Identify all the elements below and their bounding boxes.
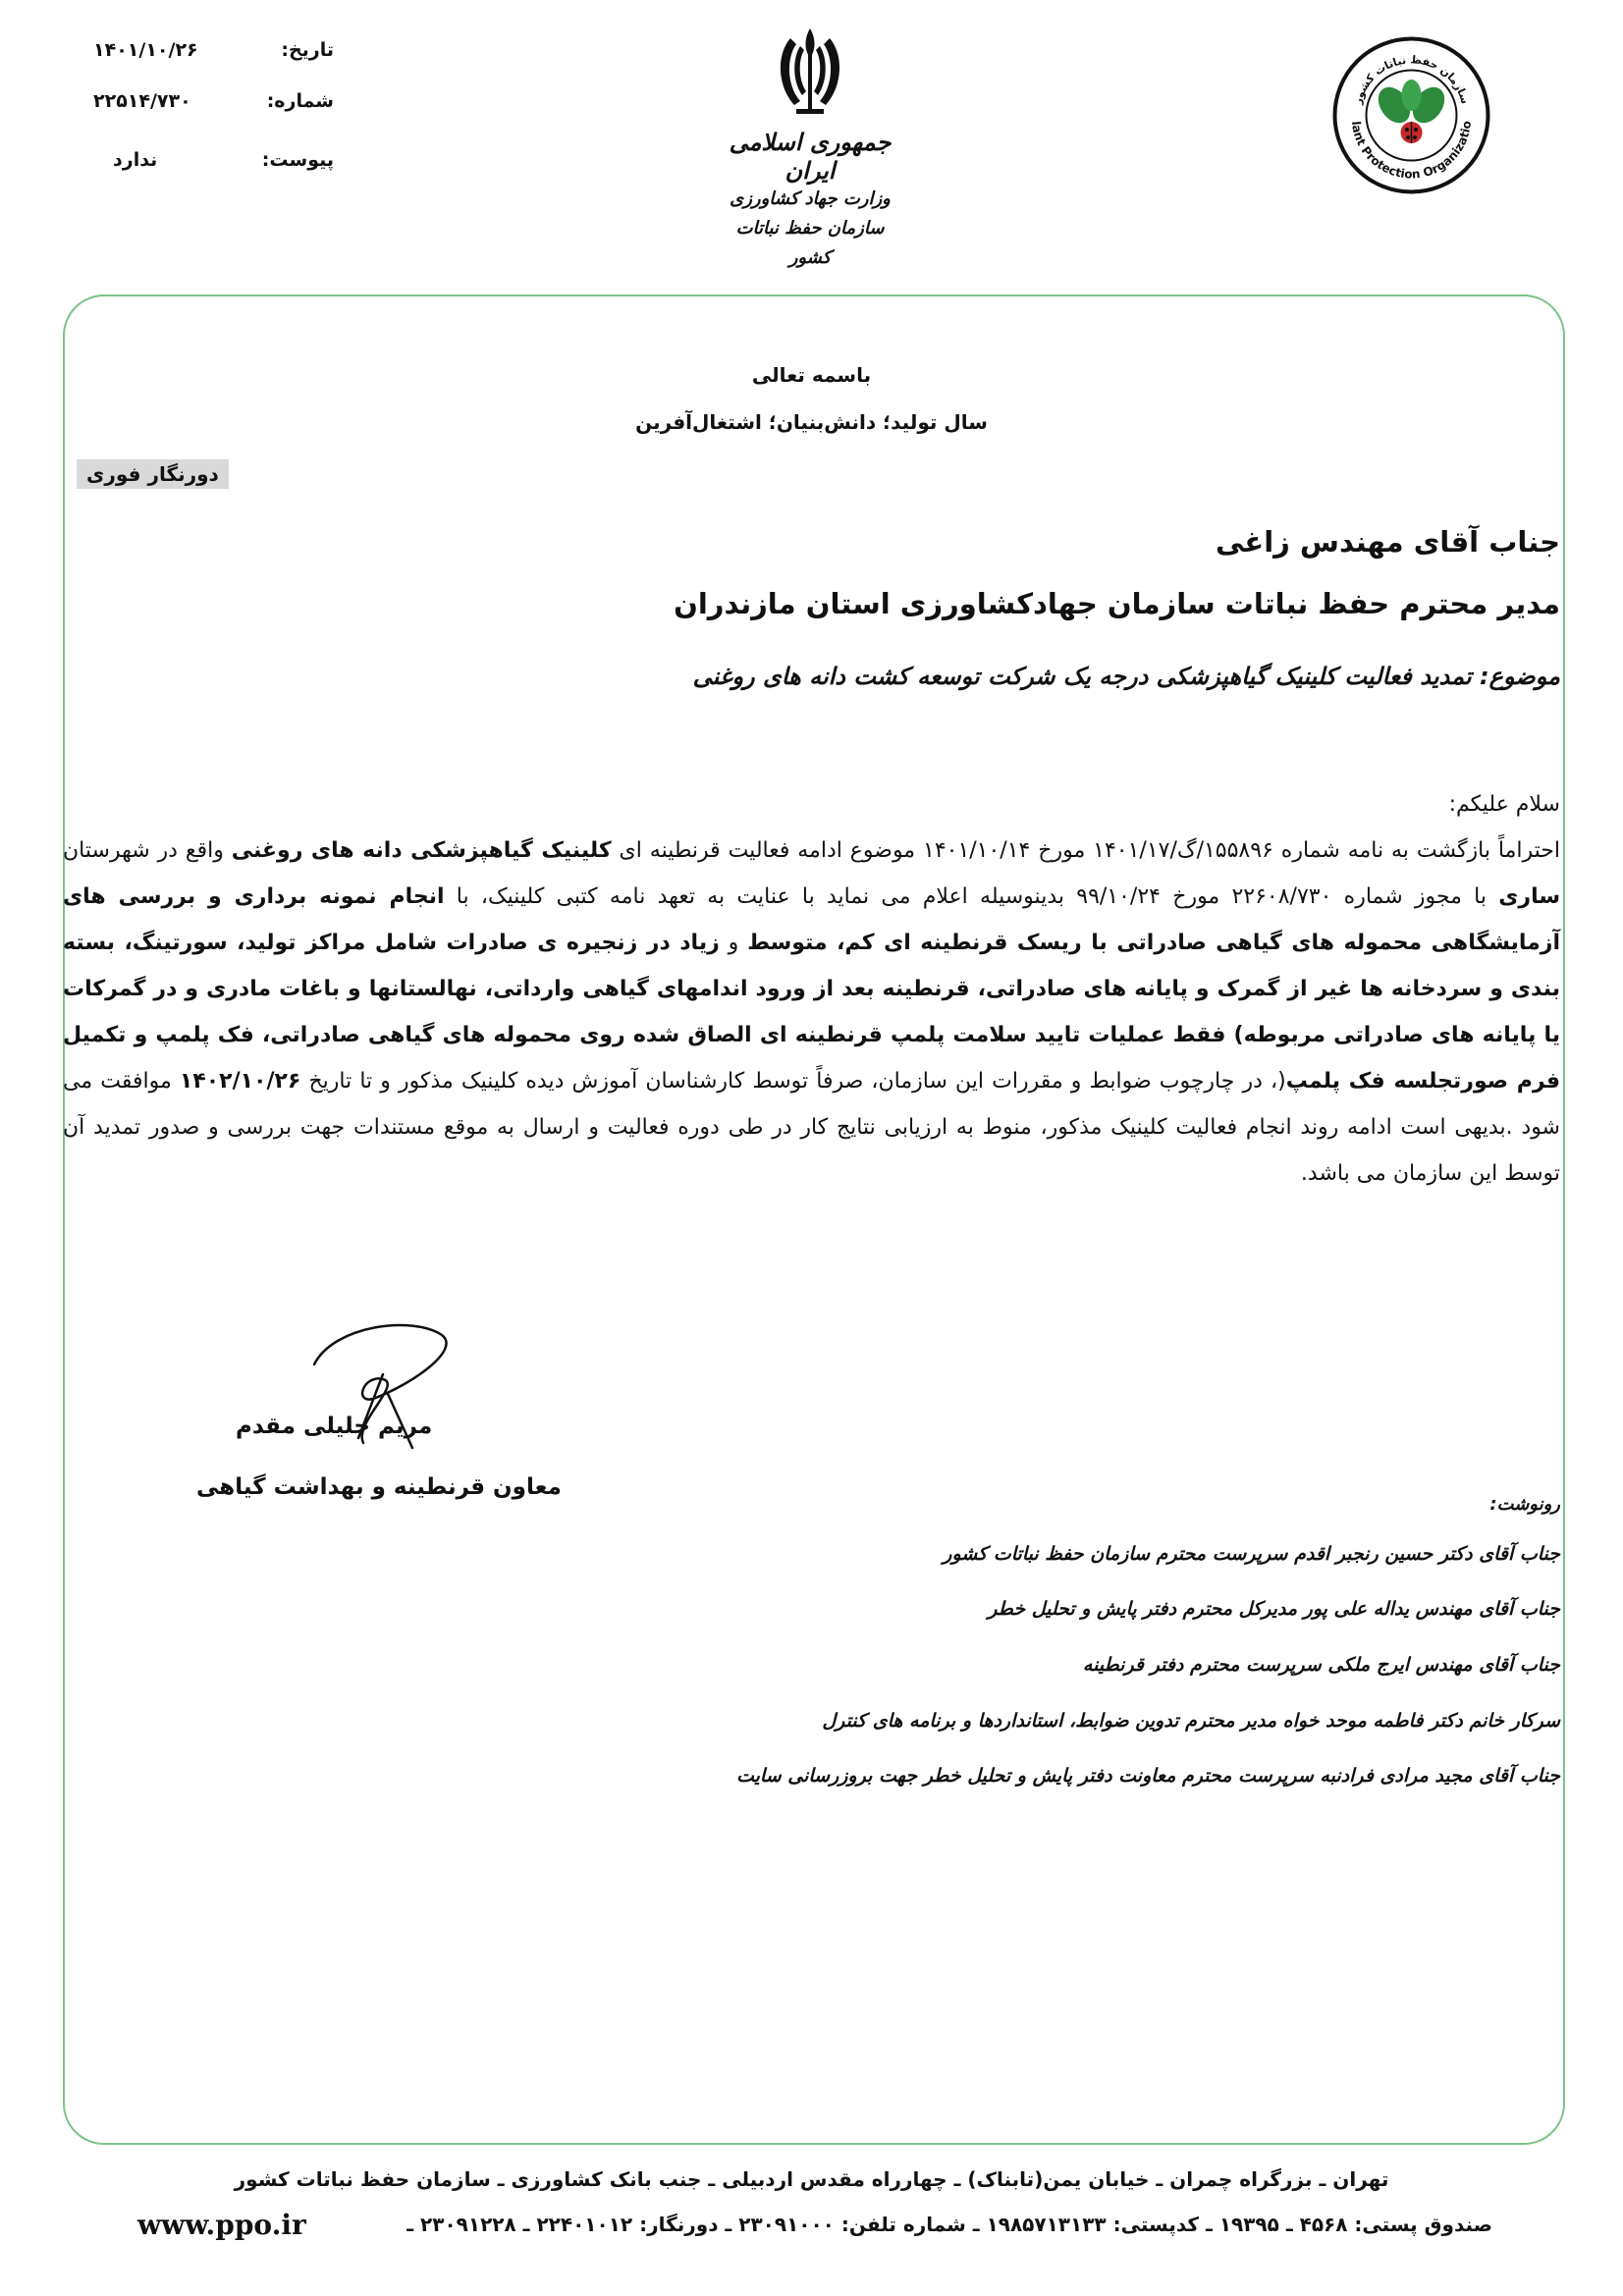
organization-name: سازمان حفظ نباتات کشور: [735, 218, 885, 268]
logo-arc-text-fa: سازمان حفظ نباتات کشور: [1351, 53, 1472, 106]
cc-label: رونوشت:: [1489, 1494, 1560, 1515]
signatory-title: معاون قرنطینه و بهداشت گیاهی: [196, 1474, 562, 1500]
number-label: شماره:: [266, 90, 334, 112]
attachment-value: ندارد: [113, 149, 158, 171]
body-bold-5: ۱۴۰۲/۱۰/۲۶: [179, 1069, 301, 1094]
cc-item: جناب آقای دکتر حسین رنجبر اقدم سرپرست محترم سازمان حفظ نباتات کشور: [943, 1543, 1560, 1565]
body-text-5: (، در چارچوب ضوابط و مقررات این سازمان، صرفاً توسط کارشناسان آموزش دیده کلینیک مذکور و تا تاریخ: [300, 1069, 1286, 1094]
cc-item: سرکار خانم دکتر فاطمه موحد خواه مدیر محترم تدوین ضوابط، استانداردها و برنامه های کنترل: [822, 1710, 1560, 1732]
body-text-1: احتراماً بازگشت به نامه شماره ۱۵۵۸۹۶/گ/۱۴۰۱/۱۷ مورخ ۱۴۰۱/۱۰/۱۴ موضوع ادامه فعالیت قرنطینه ای: [611, 838, 1560, 863]
footer-address: تهران ـ بزرگراه چمران ـ خیابان یمن(تابناک) ـ چهارراه مقدس اردبیلی ـ جنب بانک کشاورزی ـ سازمان حفظ نباتات کشور: [234, 2167, 1389, 2191]
ministry-name: وزارت جهاد کشاورزی: [730, 188, 891, 209]
basmala: باسمه تعالی: [751, 363, 872, 387]
recipient-title: مدیر محترم حفظ نباتات سازمان جهادکشاورزی استان مازندران: [674, 587, 1560, 620]
signatory-name: مریم جلیلی مقدم: [236, 1414, 433, 1439]
footer-contact: صندوق پستی: ۴۵۶۸ ـ ۱۹۳۹۵ ـ کدپستی: ۱۹۸۵۷۱۳۱۳۳ ـ شماره تلفن: ۲۳۰۹۱۰۰۰ ـ دورنگار: ۲۲۴۰۱۰۱۲ ـ ۲۳۰۹۱۲۲۸ ـ: [406, 2213, 1492, 2236]
recipient-name: جناب آقای مهندس زاغی: [1216, 525, 1560, 559]
ppo-logo: [1330, 34, 1492, 196]
attachment-label: پیوست:: [261, 149, 334, 171]
iran-emblem-icon: [761, 25, 859, 118]
body-bold-2: ساری: [1498, 884, 1560, 909]
date-label: تاریخ:: [281, 39, 334, 61]
body-bold-3: انجام نمونه برداری و بررسی های آزمایشگاهی محموله های گیاهی صادراتی با ریسک قرنطینه ای کم، متوسط: [63, 884, 1560, 955]
footer-website-link[interactable]: www.ppo.ir: [137, 2209, 306, 2241]
national-emblem-block: [722, 25, 898, 270]
logo-arc-text: lant Protection Organizatio: [1349, 120, 1475, 182]
cc-item: جناب آقای مهندس ایرج ملکی سرپرست محترم دفتر قرنطینه: [1082, 1654, 1560, 1676]
body-bold-4: زیاد در زنجیره ی صادرات شامل مراکز تولید، سورتینگ، بسته بندی و سردخانه ها غیر از گمرک و پایانه های صادراتی، قرنطینه بعد از ورود اندامهای گیاهی وارداتی، نهالستانها و باغات مادری و در گمرکات یا پایانه های صادراتی مربوطه) فقط عملیات تایید سلامت پلمپ قرنطینه ای الصاق شده روی محموله های گیاهی صادراتی، فک پلمپ و تکمیل فرم صورتجلسه فک پلمپ: [63, 931, 1560, 1094]
body-text-2: واقع در شهرستان: [63, 838, 232, 863]
number-row: [93, 90, 334, 130]
date-row: [93, 39, 334, 79]
letter-body: [63, 781, 1560, 1197]
year-motto: سال تولید؛ دانش‌بنیان؛ اشتغال‌آفرین: [635, 410, 988, 434]
republic-name: جمهوری اسلامی ایران: [729, 128, 892, 185]
cc-item: جناب آقای مهندس یداله علی پور مدیرکل محترم دفتر پایش و تحلیل خطر: [988, 1598, 1560, 1620]
body-text-6: موافقت می شود .بدیهی است ادامه روند انجام فعالیت کلینیک مذکور، منوط به ارزیابی نتایج کار در طی دوره فعالیت و ارسال به موقع مستندات جهت بررسی و صدور تمدید آن توسط این سازمان می باشد.: [63, 1069, 1560, 1186]
subject-line: موضوع: تمدید فعالیت کلینیک گیاهپزشکی درجه یک شرکت توسعه کشت دانه های روغنی: [692, 663, 1560, 690]
letter-frame: [63, 294, 1565, 2145]
body-text-3: با مجوز شماره ۲۲۶۰۸/۷۳۰ مورخ ۹۹/۱۰/۲۴ بدینوسیله اعلام می نماید با عنایت به تعهد نامه کتبی کلینیک، با: [444, 884, 1499, 909]
cc-item: جناب آقای مجید مرادی فرادنبه سرپرست محترم معاونت دفتر پایش و تحلیل خطر جهت بروزرسانی سایت: [735, 1765, 1560, 1787]
attachment-row: [93, 149, 334, 188]
body-text-4: و: [719, 931, 748, 955]
fax-badge: دورنگار فوری: [77, 459, 229, 489]
date-value: ۱۴۰۱/۱۰/۲۶: [93, 39, 198, 61]
greeting: سلام علیکم:: [1448, 792, 1560, 817]
plant-protection-logo-icon: [1330, 34, 1492, 196]
body-bold-1: کلینیک گیاهپزشکی دانه های روغنی: [231, 838, 612, 863]
number-value: ۲۲۵۱۴/۷۳۰: [93, 90, 191, 112]
